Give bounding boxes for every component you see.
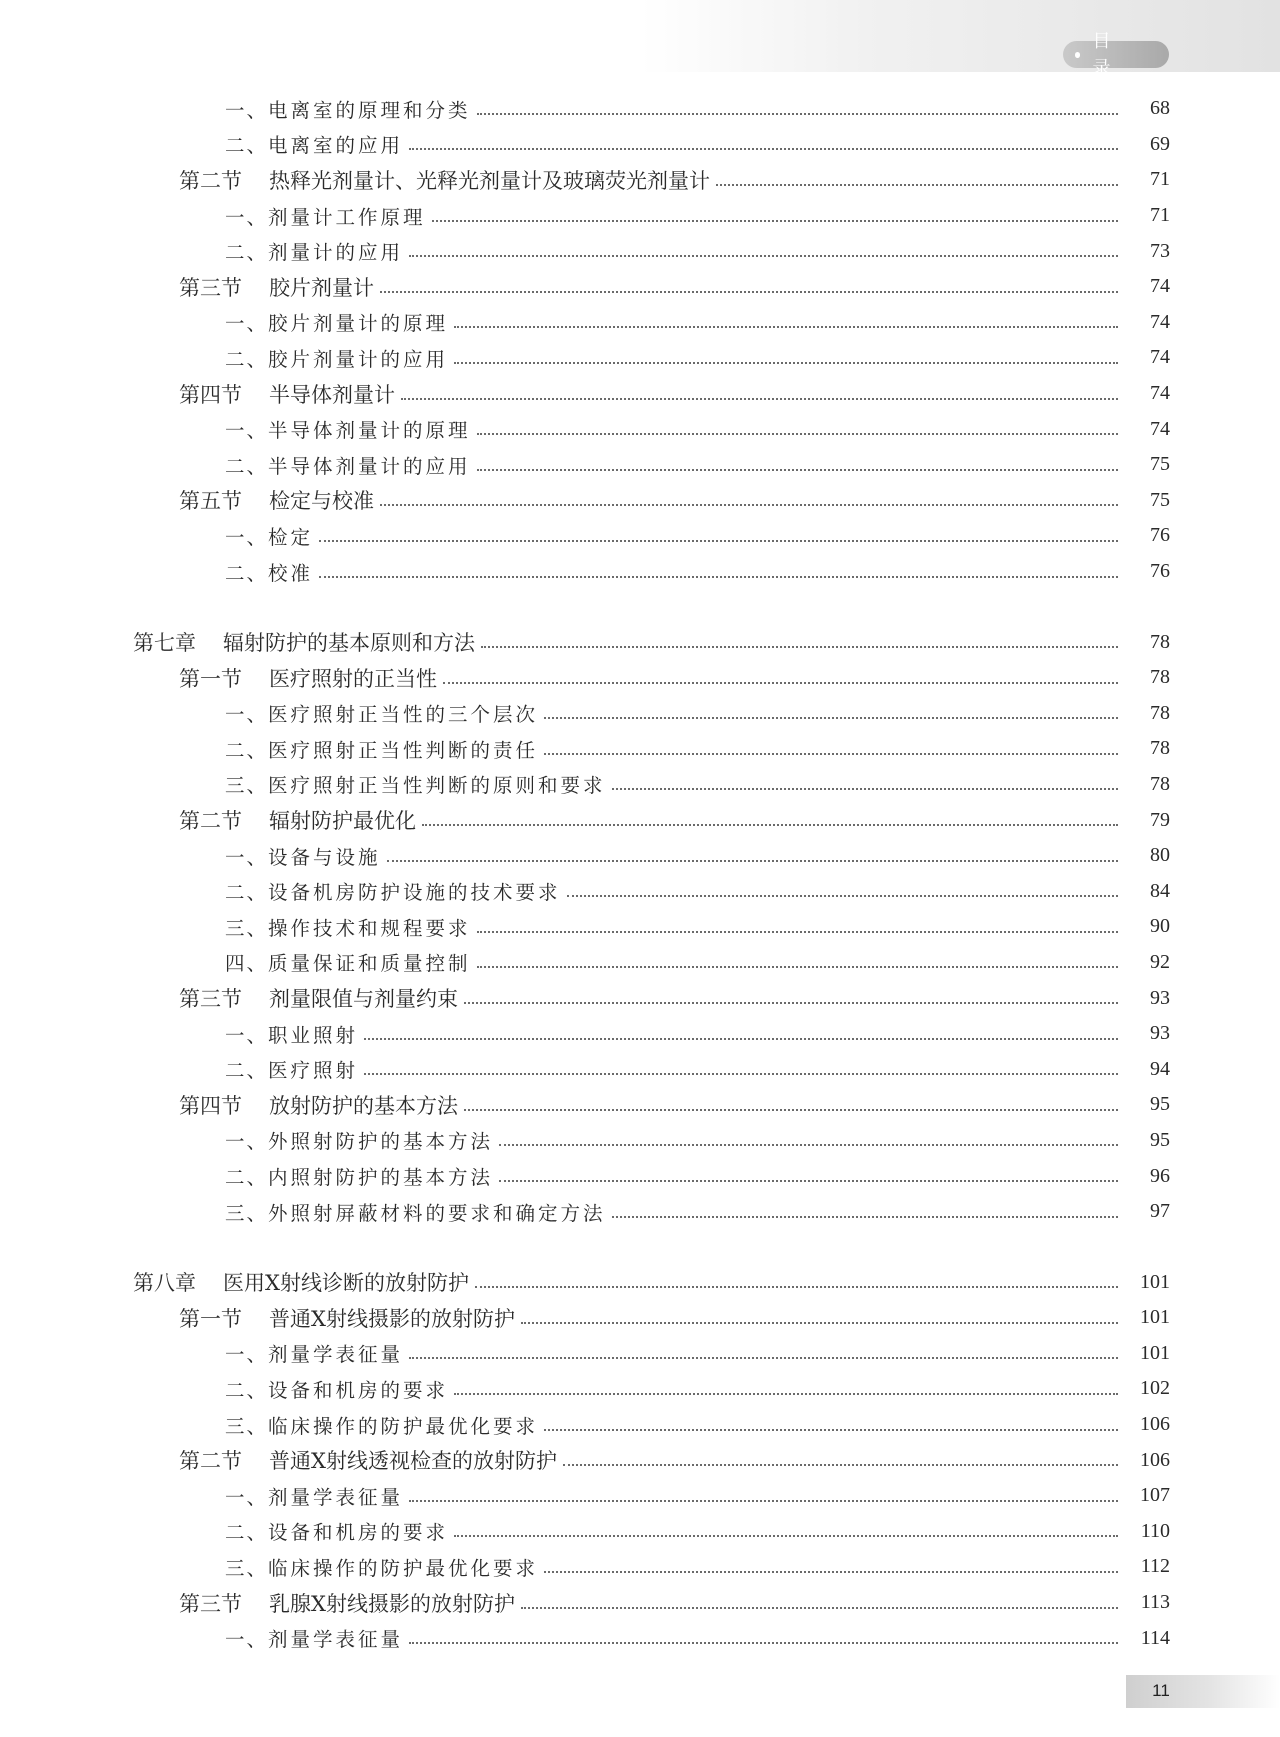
toc-entry-page: 97 [1150, 1200, 1170, 1223]
toc-entry-item[interactable] [0, 518, 1280, 554]
dot-leader [454, 1393, 1118, 1395]
dot-leader [409, 1642, 1118, 1644]
dot-leader [401, 398, 1118, 400]
toc-entry-prefix: 一、 [225, 205, 269, 229]
toc-entry-page: 75 [1150, 453, 1170, 476]
toc-entry-page: 74 [1150, 275, 1170, 298]
toc-entry-page: 80 [1150, 844, 1170, 867]
toc-entry-item[interactable] [0, 1478, 1280, 1514]
dot-leader [454, 1535, 1118, 1537]
toc-entry-item[interactable] [0, 305, 1280, 341]
header-band [640, 0, 1280, 72]
toc-entry-prefix: 二、 [225, 881, 269, 905]
toc-entry-item[interactable] [0, 1407, 1280, 1443]
toc-entry-title: 放射防护的基本方法 [269, 1093, 458, 1118]
toc-entry-title: 内照射防护的基本方法 [268, 1166, 494, 1190]
dot-leader [521, 1607, 1118, 1609]
toc-entry-page: 68 [1150, 97, 1170, 120]
toc-entry-prefix: 三、 [225, 1201, 269, 1225]
toc-entry-title: 医用X射线诊断的放射防护 [223, 1271, 469, 1296]
toc-entry-page: 78 [1150, 737, 1170, 760]
toc-entry-title: 检定与校准 [269, 489, 374, 514]
dot-leader [443, 682, 1118, 684]
toc-entry-page: 112 [1140, 1555, 1170, 1578]
dot-leader [567, 895, 1118, 897]
toc-entry-page: 113 [1140, 1591, 1170, 1614]
toc-entry-prefix: 第四节 [179, 382, 242, 407]
toc-entry-prefix: 第三节 [179, 987, 242, 1012]
toc-entry-title: 质量保证和质量控制 [268, 952, 471, 976]
toc-entry-prefix: 一、 [225, 1485, 269, 1509]
dot-leader [380, 504, 1118, 506]
toc-entry-section[interactable] [0, 802, 1280, 838]
dot-leader [477, 966, 1118, 968]
toc-entry-title: 半导体剂量计 [269, 382, 395, 407]
toc-entry-section[interactable] [0, 1300, 1280, 1336]
toc-entry-page: 101 [1140, 1341, 1170, 1364]
toc-entry-page: 73 [1150, 239, 1170, 262]
dot-leader [380, 291, 1118, 293]
dot-leader [464, 1109, 1118, 1111]
dot-leader [544, 717, 1118, 719]
toc-entry-prefix: 二、 [225, 241, 269, 265]
toc-entry-prefix: 第三节 [179, 1591, 242, 1616]
dot-leader [544, 1429, 1118, 1431]
toc-entry-prefix: 一、 [225, 312, 269, 336]
toc-entry-title: 胶片剂量计的原理 [268, 312, 449, 336]
toc-entry-page: 71 [1150, 204, 1170, 227]
toc-entry-page: 69 [1150, 132, 1170, 155]
toc-entry-prefix: 第二节 [179, 1449, 242, 1474]
toc-entry-prefix: 三、 [225, 1414, 269, 1438]
toc-entry-item[interactable] [0, 447, 1280, 483]
toc-entry-prefix: 一、 [225, 98, 269, 122]
dot-leader [544, 753, 1118, 755]
toc-entry-item[interactable] [0, 1158, 1280, 1194]
toc-entry-page: 78 [1150, 772, 1170, 795]
header-label: 目 录 [1092, 30, 1125, 79]
toc-entry-item[interactable] [0, 1016, 1280, 1052]
toc-entry-item[interactable] [0, 91, 1280, 127]
toc-entry-page: 75 [1150, 488, 1170, 511]
toc-entry-prefix: 第二节 [179, 168, 242, 193]
dot-leader [499, 1144, 1118, 1146]
toc-entry-title: 医疗照射正当性判断的原则和要求 [268, 774, 606, 798]
dot-leader [563, 1464, 1118, 1466]
toc-entry-title: 设备机房防护设施的技术要求 [268, 881, 561, 905]
dot-leader [409, 1357, 1118, 1359]
toc-entry-item[interactable] [0, 340, 1280, 376]
toc-entry-page: 101 [1140, 1270, 1170, 1293]
dot-leader [464, 1002, 1118, 1004]
dot-leader [364, 1073, 1118, 1075]
dot-leader [544, 1571, 1118, 1573]
toc-entry-prefix: 第三节 [179, 275, 242, 300]
toc-entry-page: 74 [1150, 382, 1170, 405]
toc-entry-title: 医疗照射的正当性 [269, 666, 437, 691]
dot-leader [477, 931, 1118, 933]
dot-leader [612, 1216, 1118, 1218]
toc-entry-prefix: 三、 [225, 916, 269, 940]
toc-entry-title: 普通X射线透视检查的放射防护 [269, 1449, 557, 1474]
dot-leader [422, 824, 1118, 826]
toc-entry-title: 外照射屏蔽材料的要求和确定方法 [268, 1201, 606, 1225]
toc-entry-prefix: 二、 [225, 738, 269, 762]
toc-entry-prefix: 一、 [225, 1628, 269, 1652]
toc-entry-section[interactable] [0, 980, 1280, 1016]
toc-entry-title: 设备和机房的要求 [268, 1521, 449, 1545]
toc-entry-title: 剂量计工作原理 [268, 205, 426, 229]
page-number-box [1126, 1675, 1280, 1708]
toc-entry-section[interactable] [0, 1442, 1280, 1478]
toc-entry-title: 临床操作的防护最优化要求 [268, 1414, 539, 1438]
dot-leader [454, 362, 1118, 364]
toc-entry-prefix: 二、 [225, 1521, 269, 1545]
table-of-contents [0, 91, 1280, 1656]
toc-entry-page: 78 [1150, 630, 1170, 653]
toc-entry-item[interactable] [0, 127, 1280, 163]
toc-entry-prefix: 第五节 [179, 489, 242, 514]
toc-entry-chapter[interactable] [0, 1264, 1280, 1300]
toc-entry-section[interactable] [0, 162, 1280, 198]
dot-leader [521, 1322, 1118, 1324]
toc-entry-page: 93 [1150, 986, 1170, 1009]
toc-entry-item[interactable] [0, 411, 1280, 447]
toc-entry-prefix: 一、 [225, 1343, 269, 1367]
toc-entry-prefix: 一、 [225, 703, 269, 727]
toc-entry-section[interactable] [0, 660, 1280, 696]
toc-entry-title: 剂量学表征量 [268, 1628, 404, 1652]
dot-leader [612, 788, 1118, 790]
toc-entry-prefix: 四、 [225, 952, 269, 976]
toc-entry-prefix: 一、 [225, 1130, 269, 1154]
toc-entry-title: 剂量限值与剂量约束 [269, 987, 458, 1012]
toc-entry-page: 106 [1140, 1448, 1170, 1471]
toc-entry-prefix: 第一节 [179, 1306, 242, 1331]
toc-entry-prefix: 二、 [225, 454, 269, 478]
toc-entry-prefix: 二、 [225, 1166, 269, 1190]
toc-entry-item[interactable] [0, 198, 1280, 234]
toc-entry-page: 94 [1150, 1057, 1170, 1080]
toc-entry-title: 辐射防护的基本原则和方法 [223, 631, 475, 656]
toc-entry-item[interactable] [0, 767, 1280, 803]
toc-entry-page: 102 [1140, 1377, 1170, 1400]
toc-entry-page: 74 [1150, 310, 1170, 333]
dot-leader [364, 1038, 1118, 1040]
bullet-icon [1075, 52, 1080, 58]
toc-entry-page: 90 [1150, 915, 1170, 938]
toc-entry-item[interactable] [0, 945, 1280, 981]
dot-leader [499, 1180, 1118, 1182]
toc-entry-prefix: 二、 [225, 134, 269, 158]
toc-entry-page: 107 [1140, 1484, 1170, 1507]
section-header-tab [1063, 30, 1169, 79]
toc-entry-title: 辐射防护最优化 [269, 809, 416, 834]
toc-entry-item[interactable] [0, 1051, 1280, 1087]
dot-leader [716, 184, 1118, 186]
toc-entry-prefix: 第八章 [133, 1271, 196, 1296]
toc-entry-title: 胶片剂量计 [269, 275, 374, 300]
toc-entry-prefix: 一、 [225, 419, 269, 443]
toc-entry-page: 74 [1150, 346, 1170, 369]
toc-entry-page: 76 [1150, 560, 1170, 583]
toc-entry-item[interactable] [0, 838, 1280, 874]
dot-leader [477, 113, 1118, 115]
toc-entry-title: 热释光剂量计、光释光剂量计及玻璃荧光剂量计 [269, 168, 710, 193]
toc-entry-prefix: 第四节 [179, 1093, 242, 1118]
toc-entry-prefix: 一、 [225, 845, 269, 869]
toc-entry-prefix: 一、 [225, 1023, 269, 1047]
toc-entry-page: 84 [1150, 879, 1170, 902]
dot-leader [477, 469, 1118, 471]
dot-leader [409, 148, 1118, 150]
toc-entry-page: 92 [1150, 950, 1170, 973]
toc-entry-item[interactable] [0, 233, 1280, 269]
toc-entry-page: 96 [1150, 1164, 1170, 1187]
toc-entry-title: 剂量计的应用 [268, 241, 404, 265]
toc-entry-section[interactable] [0, 1585, 1280, 1621]
toc-entry-page: 101 [1140, 1306, 1170, 1329]
dot-leader [481, 646, 1118, 648]
toc-entry-item[interactable] [0, 1194, 1280, 1230]
dot-leader [387, 860, 1118, 862]
toc-entry-item[interactable] [0, 909, 1280, 945]
toc-entry-page: 93 [1150, 1022, 1170, 1045]
toc-entry-title: 检定 [268, 525, 314, 549]
toc-entry-prefix: 三、 [225, 1556, 269, 1580]
toc-entry-section[interactable] [0, 376, 1280, 412]
toc-entry-title: 设备和机房的要求 [268, 1378, 449, 1402]
toc-entry-title: 剂量学表征量 [268, 1485, 404, 1509]
toc-entry-title: 医疗照射正当性的三个层次 [268, 703, 539, 727]
toc-entry-section[interactable] [0, 483, 1280, 519]
dot-leader [319, 540, 1118, 542]
toc-entry-title: 设备与设施 [268, 845, 381, 869]
toc-entry-title: 操作技术和规程要求 [268, 916, 471, 940]
toc-entry-page: 71 [1150, 168, 1170, 191]
toc-entry-item[interactable] [0, 1514, 1280, 1550]
page-number: 11 [1152, 1681, 1170, 1700]
toc-entry-page: 78 [1150, 701, 1170, 724]
toc-entry-section[interactable] [0, 269, 1280, 305]
toc-entry-item[interactable] [0, 1371, 1280, 1407]
toc-entry-item[interactable] [0, 1123, 1280, 1159]
toc-entry-title: 普通X射线摄影的放射防护 [269, 1306, 515, 1331]
toc-entry-page: 114 [1140, 1626, 1170, 1649]
toc-entry-prefix: 二、 [225, 561, 269, 585]
toc-entry-item[interactable] [0, 554, 1280, 590]
toc-entry-prefix: 一、 [225, 525, 269, 549]
toc-entry-title: 校准 [268, 561, 314, 585]
toc-entry-title: 半导体剂量计的应用 [268, 454, 471, 478]
toc-entry-item[interactable] [0, 1336, 1280, 1372]
dot-leader [319, 576, 1118, 578]
dot-leader [409, 1500, 1118, 1502]
toc-entry-title: 临床操作的防护最优化要求 [268, 1556, 539, 1580]
toc-entry-chapter[interactable] [0, 624, 1280, 660]
toc-entry-prefix: 第七章 [133, 631, 196, 656]
toc-entry-item[interactable] [0, 1620, 1280, 1656]
toc-entry-prefix: 第一节 [179, 666, 242, 691]
toc-entry-title: 胶片剂量计的应用 [268, 347, 449, 371]
toc-entry-item[interactable] [0, 1549, 1280, 1585]
dot-leader [432, 220, 1118, 222]
toc-entry-title: 电离室的原理和分类 [268, 98, 471, 122]
toc-entry-prefix: 第二节 [179, 809, 242, 834]
toc-entry-title: 电离室的应用 [268, 134, 404, 158]
toc-entry-title: 乳腺X射线摄影的放射防护 [269, 1591, 515, 1616]
toc-entry-page: 106 [1140, 1413, 1170, 1436]
toc-entry-page: 95 [1150, 1128, 1170, 1151]
toc-entry-page: 110 [1140, 1519, 1170, 1542]
toc-entry-page: 76 [1150, 524, 1170, 547]
toc-entry-prefix: 二、 [225, 347, 269, 371]
toc-entry-item[interactable] [0, 696, 1280, 732]
dot-leader [454, 326, 1118, 328]
toc-entry-title: 医疗照射 [268, 1059, 359, 1083]
toc-entry-item[interactable] [0, 873, 1280, 909]
toc-entry-section[interactable] [0, 1087, 1280, 1123]
dot-leader [475, 1286, 1118, 1288]
toc-entry-title: 剂量学表征量 [268, 1343, 404, 1367]
toc-entry-page: 74 [1150, 417, 1170, 440]
toc-entry-page: 79 [1150, 808, 1170, 831]
toc-entry-item[interactable] [0, 731, 1280, 767]
toc-entry-title: 半导体剂量计的原理 [268, 419, 471, 443]
toc-entry-prefix: 二、 [225, 1378, 269, 1402]
toc-entry-page: 78 [1150, 666, 1170, 689]
toc-entry-title: 职业照射 [268, 1023, 359, 1047]
toc-entry-prefix: 二、 [225, 1059, 269, 1083]
toc-entry-prefix: 三、 [225, 774, 269, 798]
dot-leader [409, 255, 1118, 257]
dot-leader [477, 433, 1118, 435]
toc-entry-title: 医疗照射正当性判断的责任 [268, 738, 539, 762]
toc-entry-title: 外照射防护的基本方法 [268, 1130, 494, 1154]
toc-entry-page: 95 [1150, 1093, 1170, 1116]
